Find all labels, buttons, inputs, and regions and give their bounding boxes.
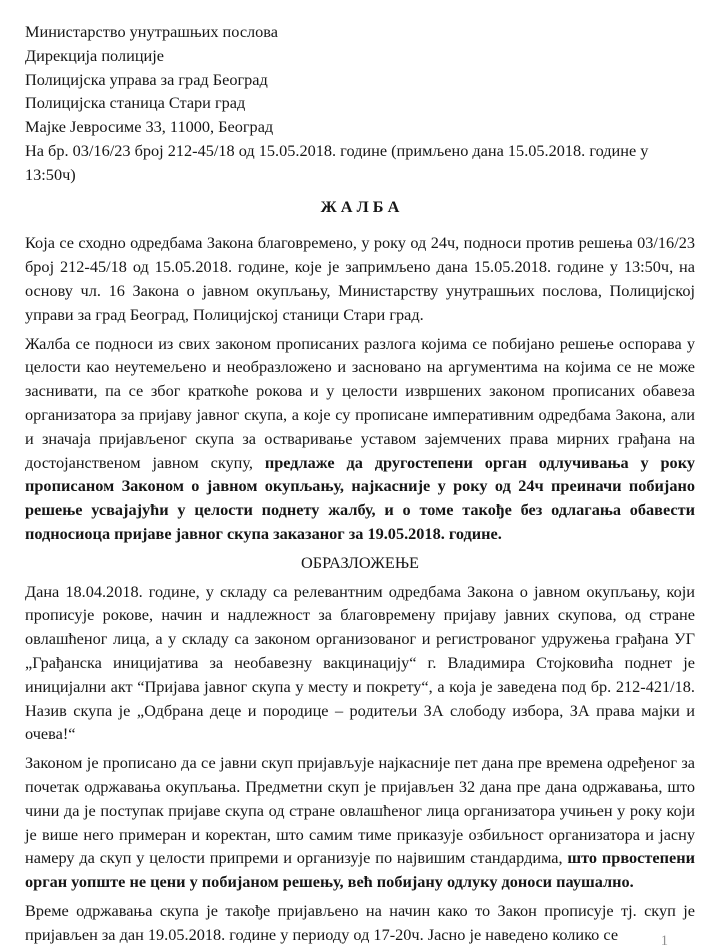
rationale-2-normal-text: Законом је прописано да се јавни скуп пријављује најкасније пет дана пре времена одређеног за почетак одржавања окупљања. Предметни скуп је пријављен 32 дана пре дана одржавања, што чини да је поступак пријаве скупа од стране овлашћеног лица организатора учињен у року који је више него примеран и коректан, што самим тиме приказује озбиљност организатора и јасну намеру да скуп у целости припреми и организује по највишим стандардима,: [25, 753, 695, 868]
section-heading-rationale: ОБРАЗЛОЖЕЊЕ: [301, 552, 419, 572]
header-line-police-administration: Полицијска управа за град Београд: [25, 69, 268, 89]
rationale-paragraph-1: Дана 18.04.2018. године, у складу са релевантним одредбама Закона о јавном окупљању, који прописује рокове, начин и надлежност за благовремену пријаву јавних скупова, од стране овлашћеног лица, а у складу са законом организованог и регистрованог удружења грађана УГ „Грађанска иницијатива за необавезну вакцинацију“ г. Владимира Стојковића поднет је иницијални акт “Пријава јавног скупа у месту и покрету“, а која је заведена под бр. 212-421/18. Назив скупа је „Одбрана деце и породице – родитељи ЗА слободу избора, ЗА права мајки и очева!“: [25, 581, 695, 744]
rationale-2-bold-text: што првостепени орган уопште не цени у побијаном решењу, већ побијану одлуку доноси паушално.: [25, 848, 695, 892]
header-line-address: Мајке Јевросиме 33, 11000, Београд: [25, 117, 274, 137]
appeal-request-bold-text: предлаже да другостепени орган одлучивања у року прописаном Законом о јавном окупљању, најкасније у року од 24ч преиначи побијано решење усвајајући у целости поднету жалбу, и о томе такође без одлагања обавести подносиоца пријаве јавног скупа заказаног за 19.05.2018. године.: [25, 452, 695, 543]
rationale-paragraph-3: Време одржавања скупа је такође пријављено на начин како то Закон прописује тј. скуп је пријављен за дан 19.05.2018. године у периоду од 17-20ч. Јасно је наведено колико се: [25, 900, 695, 944]
header-line-ministry: Министарство унутрашњих послова: [25, 22, 279, 41]
header-line-police-station: Полицијска станица Стари град: [25, 93, 246, 113]
appeal-request-normal-text: Жалба се подноси из свих законом прописаних разлога којима се побијано решење оспорава у целости као неутемељено и необразложено и засновано на аргументима на којима се не може заснивати, па се због краткоће рокова и у целости извршених законом прописаних обавеза организатора за пријаву јавног скупа, а које су прописане императивним одредбама Закона, али и значаја пријављеног скупа за остваривање уставом зајемчених права мирних грађана на достојанственом јавном скупу,: [25, 333, 695, 472]
appeal-intro-paragraph: Која се сходно одредбама Закона благовремено, у року од 24ч, подноси против решења 03/16/23 број 212-45/18 од 15.05.2018. године, које је запримљено дана 15.05.2018. године у 13:50ч, на основу чл. 16 Закона о јавном окупљању, Министарству унутрашњих послова, Полицијској управи за град Београд, Полицијској станици Стари град.: [25, 233, 695, 324]
document-header: [25, 20, 695, 187]
document-title: Ж А Л Б А: [320, 196, 400, 216]
page-number: 1: [660, 933, 668, 949]
rationale-paragraph-2: [25, 751, 695, 894]
header-line-case-number: На бр. 03/16/23 број 212-45/18 од 15.05.2018. године (примљено дана 15.05.2018. године у 13:50ч): [25, 140, 649, 184]
header-line-directorate: Дирекција полиције: [25, 45, 164, 65]
appeal-request-paragraph: [25, 332, 695, 546]
